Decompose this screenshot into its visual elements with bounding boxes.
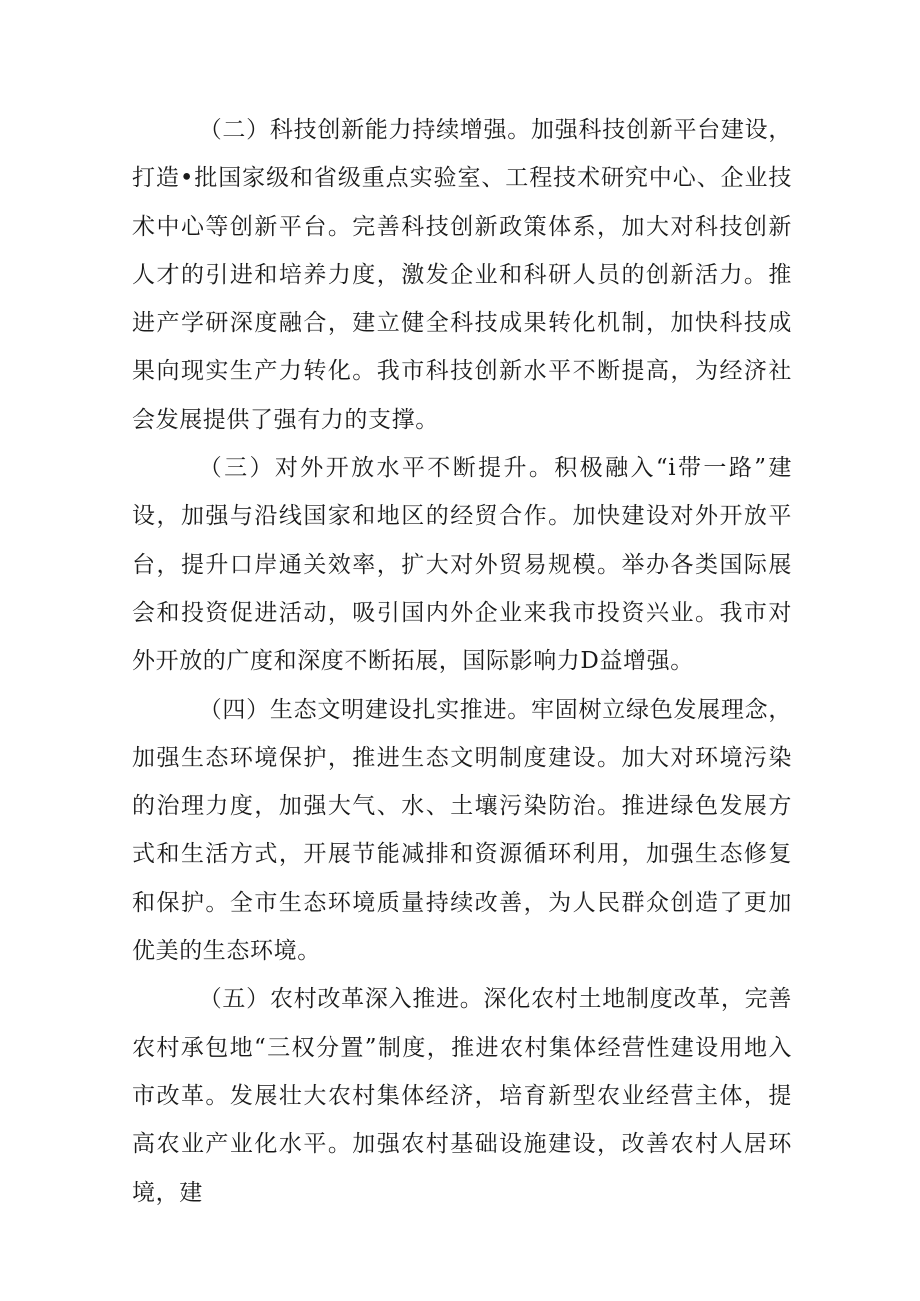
paragraph-rural-reform: （五）农村改革深入推进。深化农村土地制度改革，完善农村承包地“三权分置”制度，推进农村集体经营性建设用地入市改革。发展壮大农村集体经济，培育新型农业经营主体，提高农业产业化水平。加强农村基础设施建设，改善农村人居环境，建 xyxy=(132,986,792,1206)
document-body xyxy=(132,106,792,1217)
paragraph-ecological-civilization: （四）生态文明建设扎实推进。牢固树立绿色发展理念，加强生态环境保护，推进生态文明制度建设。加大对环境污染的治理力度，加强大气、水、土壤污染防治。推进绿色发展方式和生活方式，开展节能减排和资源循环利用，加强生态修复和保护。全市生态环境质量持续改善，为人民群众创造了更加优美的生态环境。 xyxy=(132,696,792,965)
paragraph-tech-innovation: （二）科技创新能力持续增强。加强科技创新平台建设，打造•批国家级和省级重点实验室、工程技术研究中心、企业技术中心等创新平台。完善科技创新政策体系，加大对科技创新人才的引进和培养力度，激发企业和科研人员的创新活力。推进产学研深度融合，建立健全科技成果转化机制，加快科技成果向现实生产力转化。我市科技创新水平不断提高，为经济社会发展提供了强有力的支撑。 xyxy=(132,117,792,433)
paragraph-opening-up: （三）对外开放水平不断提升。积极融入“i带一路”建设，加强与沿线国家和地区的经贸合作。加快建设对外开放平台，提升口岸通关效率，扩大对外贸易规模。举办各类国际展会和投资促进活动，吸引国内外企业来我市投资兴业。我市对外开放的广度和深度不断拓展，国际影响力D益增强。 xyxy=(132,455,792,675)
